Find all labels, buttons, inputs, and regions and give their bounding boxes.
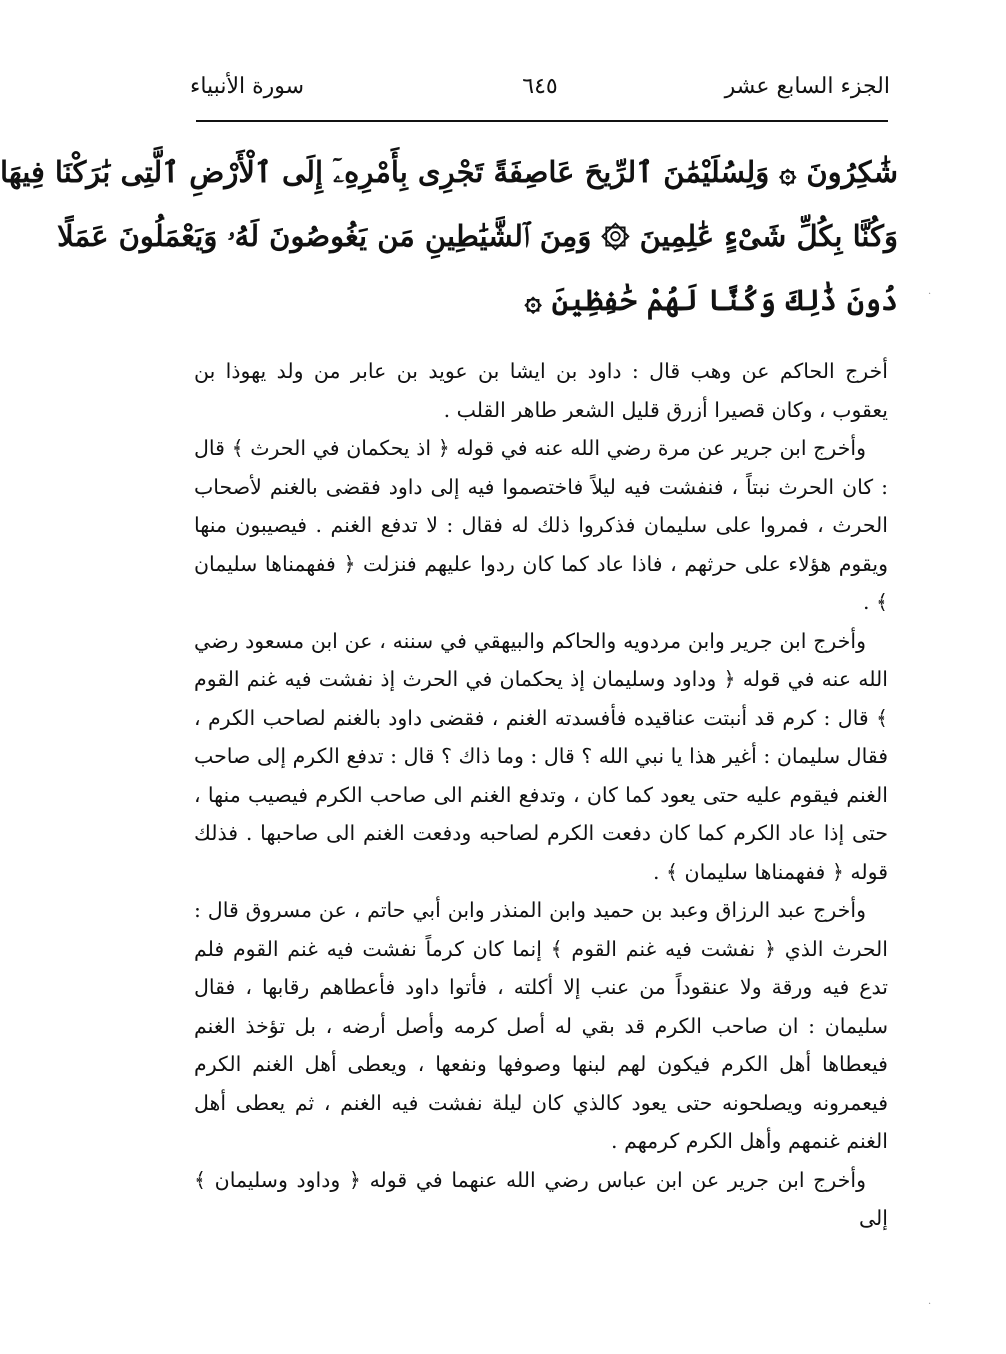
margin-speck: · — [928, 289, 932, 300]
header-divider — [196, 120, 888, 122]
quran-verses — [0, 140, 898, 332]
paragraph: أخرج الحاكم عن وهب قال : داود بن ايشا بن عويد بن عابر من ولد يهوذا بن يعقوب ، وكان قصيرا أزرق قليل الشعر طاهر القلب . — [194, 359, 888, 422]
quran-line: دُونَ ذَٰلِكَ وَكُنَّا لَهُمْ حَٰفِظِينَ ۞ — [524, 283, 898, 317]
paragraph: وأخرج ابن جرير عن مرة رضي الله عنه في قوله ﴿ اذ يحكمان في الحرث ﴾ قال : كان الحرث نبتاً ، فنفشت فيه ليلاً فاختصموا فيه إلى داود فقضى بالغنم لأصحاب الحرث ، فمروا على سليمان فذكروا ذلك له فقال : لا تدفع الغنم . فيصيبون منها ويقوم هؤلاء على حرثهم ، فاذا عاد كما كان ردوا عليهم فنزلت ﴿ ففهمناها سليمان ﴾ . — [194, 436, 888, 614]
paragraph: وأخرج عبد الرزاق وعبد بن حميد وابن المنذر وابن أبي حاتم ، عن مسروق قال : الحرث الذي ﴿ نفشت فيه غنم القوم ﴾ إنما كان كرماً نفشت فيه غنم القوم فلم تدع فيه ورقة ولا عنقوداً من عنب إلا أكلته ، فأتوا داود فأعطاهم رقابها ، فقال سليمان : ان صاحب الكرم قد بقي له أصل كرمه وأصل أرضه ، بل تؤخذ الغنم فيعطاها أهل الكرم فيكون لهم لبنها وصوفها ونفعها ، ويعطى أهل الغنم الكرم فيعمرونه ويصلحونه حتى يعود كالذي كان ليلة نفشت فيه الغنم ، ثم يعطى أهل الغنم غنمهم وأهل الكرم كرمهم . — [194, 898, 888, 1153]
paragraph: وأخرج ابن جرير عن ابن عباس رضي الله عنهما في قوله ﴿ وداود وسليمان ﴾ إلى — [194, 1167, 888, 1230]
quran-line: وَكُنَّا بِكُلِّ شَىْءٍ عَٰلِمِينَ ۞ وَمِنَ ٱلشَّيَٰطِينِ مَن يَغُوصُونَ لَهُۥ وَيَعْمَلُونَ عَمَلًا — [57, 219, 898, 253]
commentary-text — [194, 352, 888, 1238]
page-number: ٦٤٥ — [522, 74, 558, 99]
juz-label: الجزء السابع عشر — [724, 74, 890, 99]
quran-line: شَٰكِرُونَ ۞ وَلِسُلَيْمَٰنَ ٱلرِّيحَ عَاصِفَةً تَجْرِى بِأَمْرِهِۦٓ إِلَى ٱلْأَرْضِ ٱلَّتِى بَٰرَكْنَا فِيهَا — [0, 155, 898, 189]
page-header — [190, 68, 890, 112]
paragraph: وأخرج ابن جرير وابن مردويه والحاكم والبيهقي في سننه ، عن ابن مسعود رضي الله عنه في قوله ﴿ وداود وسليمان إذ يحكمان في الحرث إذ نفشت فيه غنم القوم ﴾ قال : كرم قد أنبتت عناقيده فأفسدته الغنم ، فقضى داود بالغنم لصاحب الكرم ، فقال سليمان : أغير هذا يا نبي الله ؟ قال : وما ذاك ؟ قال : تدفع الكرم إلى صاحب الغنم فيقوم عليه حتى يعود كما كان ، وتدفع الغنم الى صاحب الكرم فيصيب منها ، حتى إذا عاد الكرم كما كان دفعت الكرم لصاحبه ودفعت الغنم الى صاحبها . فذلك قوله ﴿ ففهمناها سليمان ﴾ . — [194, 628, 888, 884]
surah-label: سورة الأنبياء — [190, 74, 305, 99]
margin-speck: · — [928, 1299, 932, 1310]
